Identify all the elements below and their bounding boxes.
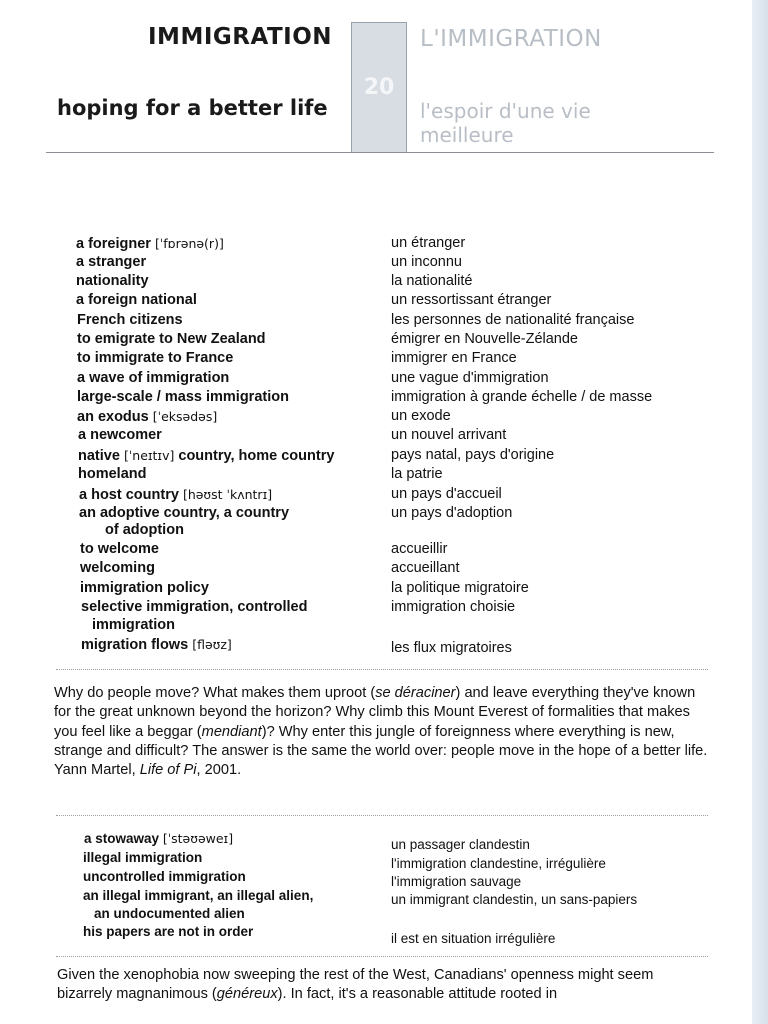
vocab-translation: accueillant: [391, 560, 460, 576]
vocab-translation: l'immigration clandestine, irrégulière: [391, 856, 606, 871]
vocab-translation: un passager clandestin: [391, 837, 530, 852]
vocab-term: large-scale / mass immigration: [77, 389, 289, 405]
vocab-translation: émigrer en Nouvelle-Zélande: [391, 331, 578, 347]
vocab-translation: un ressortissant étranger: [391, 292, 552, 308]
quote-text: )? Why enter this jungle of foreignness where everything is new, strange and difficult? The answer is the same the world over: people move in the hope of a better life.: [54, 723, 708, 759]
vocab-translation: les personnes de nationalité française: [391, 312, 635, 328]
vocab-term: immigration: [92, 617, 175, 633]
vocab-term: nationality: [76, 273, 149, 289]
vocab-phonetic: [fləʊz]: [192, 637, 232, 652]
vocab-translation: un inconnu: [391, 254, 462, 270]
vocab-term: selective immigration, controlled: [81, 599, 308, 615]
chapter-number-box: [351, 22, 407, 153]
vocab-translation: la patrie: [391, 466, 443, 482]
vocab-term: a host country: [79, 487, 179, 503]
vocab-term: native: [78, 448, 120, 464]
section-divider: [56, 669, 708, 670]
quote-text: ). In fact, it's a reasonable attitude rooted in: [277, 986, 558, 1003]
vocab-phonetic: [ˈeksədəs]: [152, 409, 218, 424]
vocab-term: a foreigner: [76, 236, 151, 252]
vocab-translation: accueillir: [391, 541, 448, 557]
chapter-subtitle-fr: l'espoir d'une vie meilleure: [420, 99, 591, 147]
quote-block-1: [54, 684, 714, 780]
vocab-phonetic: [ˈfɒrənə(r)]: [154, 236, 224, 251]
vocab-term: to welcome: [80, 541, 159, 557]
vocab-term: his papers are not in order: [83, 924, 254, 939]
vocab-term: a stranger: [76, 254, 147, 270]
vocab-term: an illegal immigrant, an illegal alien,: [83, 888, 314, 903]
quote-gloss: se déraciner: [375, 685, 456, 701]
vocab-translation: immigrer en France: [391, 350, 517, 366]
vocab-term: uncontrolled immigration: [83, 869, 246, 884]
vocab-term: a foreign national: [76, 292, 197, 308]
vocab-term: an undocumented alien: [94, 906, 245, 921]
vocab-term: an exodus: [77, 409, 149, 425]
vocab-term: welcoming: [80, 560, 155, 576]
vocab-translation: un exode: [391, 408, 451, 424]
vocab-term: an adoptive country, a country: [79, 505, 290, 521]
vocab-term: to immigrate to France: [77, 350, 234, 366]
quote-gloss: mendiant: [201, 723, 262, 740]
chapter-subtitle-en: hoping for a better life: [57, 96, 328, 120]
vocab-term: of adoption: [105, 522, 184, 538]
vocab-translation: immigration choisie: [391, 599, 516, 615]
section-divider: [56, 956, 708, 957]
vocab-translation: un pays d'accueil: [391, 486, 502, 502]
vocab-term: a stowaway: [84, 831, 160, 846]
vocab-translation: un immigrant clandestin, un sans-papiers: [391, 892, 638, 907]
vocab-term: homeland: [78, 466, 147, 482]
quote-text: ) and leave everything they've known for the great unknown beyond the horizon? Why climb this Mount Everest of formalities that makes you feel like a beggar (: [54, 685, 696, 740]
vocab-translation: il est en situation irrégulière: [391, 931, 556, 946]
vocab-translation: un pays d'adoption: [391, 505, 513, 521]
vocab-term: to emigrate to New Zealand: [77, 331, 266, 347]
vocab-translation: une vague d'immigration: [391, 370, 549, 386]
vocab-translation: immigration à grande échelle / de masse: [391, 389, 653, 405]
vocab-term: immigration policy: [80, 580, 209, 596]
header-rule: [46, 152, 714, 153]
vocab-term-cont: country, home country: [178, 448, 335, 464]
vocab-translation: la politique migratoire: [391, 580, 529, 596]
quote-block-2: [57, 966, 711, 1005]
vocab-phonetic: [həʊst ˈkʌntrɪ]: [182, 487, 273, 502]
vocab-term: migration flows: [81, 637, 189, 653]
section-divider: [56, 815, 708, 816]
quote-text: Why do people move? What makes them uproot (: [54, 685, 376, 701]
vocab-phonetic: [ˈstəʊəweɪ]: [162, 831, 234, 846]
vocab-term: illegal immigration: [83, 850, 203, 865]
chapter-title-fr: L'IMMIGRATION: [420, 26, 602, 52]
vocab-translation: un nouvel arrivant: [391, 427, 507, 443]
quote-gloss: généreux: [216, 986, 278, 1003]
vocab-term: French citizens: [77, 312, 183, 328]
vocab-term: a wave of immigration: [77, 370, 230, 386]
quote-source: Yann Martel, Life of Pi, 2001.: [54, 762, 242, 779]
vocab-translation: l'immigration sauvage: [391, 874, 522, 889]
vocab-translation: la nationalité: [391, 273, 473, 289]
chapter-title-en: IMMIGRATION: [148, 24, 333, 50]
vocab-term: a newcomer: [78, 427, 162, 443]
vocab-translation: les flux migratoires: [391, 640, 512, 656]
vocab-phonetic: [ˈneɪtɪv]: [123, 448, 175, 463]
vocab-translation: un étranger: [391, 235, 466, 251]
quote-text: Given the xenophobia now sweeping the rest of the West, Canadians' openness might seem bizarrely magnanimous (: [57, 967, 654, 1003]
chapter-number: 20: [363, 75, 395, 100]
chapter-header: [0, 0, 768, 160]
vocab-translation: pays natal, pays d'origine: [391, 447, 555, 463]
